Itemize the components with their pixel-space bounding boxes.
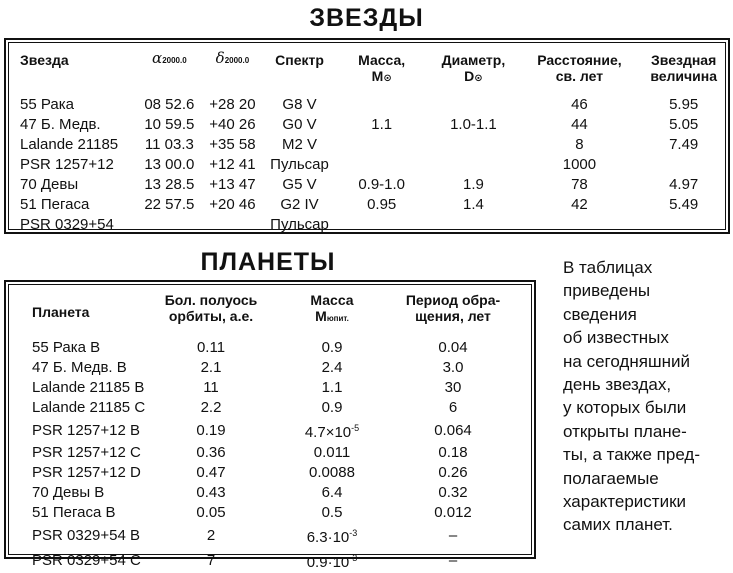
planet-name: Lalande 21185 В [32, 379, 145, 396]
star-distance: 78 [571, 176, 588, 193]
ra-epoch: 2000.0 [162, 56, 187, 65]
header-period-line2: щения, лет [415, 308, 491, 324]
star-magnitude: 5.95 [669, 96, 699, 113]
star-magnitude: 5.05 [669, 116, 699, 133]
star-spectrum: G0 V [282, 116, 317, 133]
planets-header-name [32, 292, 152, 332]
star-name: 55 Рака [20, 96, 74, 113]
star-diameter: 1.4 [462, 196, 484, 213]
note-line: у которых были [563, 398, 687, 418]
star-ra: 22 57.5 [144, 196, 195, 213]
mass-value: 0.9·10 [306, 554, 350, 571]
planet-axis: 11 [203, 379, 219, 396]
star-distance: 1000 [562, 156, 597, 173]
star-distance: 42 [571, 196, 588, 213]
header-axis-line1: Бол. полуось [164, 292, 258, 308]
planet-mass [270, 463, 394, 483]
star-diameter: 1.9 [462, 176, 484, 193]
planet-mass [270, 398, 394, 418]
planet-mass [270, 523, 394, 548]
star-diameter [427, 155, 519, 175]
mass-value: 0.0088 [309, 464, 355, 481]
header-planet-label: Планета [32, 304, 90, 320]
planet-name: PSR 0329+54 В [32, 526, 140, 544]
delta-symbol: δ [215, 49, 225, 67]
star-distance [520, 215, 640, 235]
stars-table [20, 46, 728, 235]
star-dec: +35 58 [209, 136, 256, 153]
star-ra [137, 215, 202, 235]
header-diameter-line1: Диаметр, [441, 52, 506, 68]
mass-value: 0.011 [313, 444, 351, 461]
header-axis-line2: орбиты, а.е. [168, 308, 254, 324]
planets-table [32, 292, 512, 573]
table-row [32, 378, 512, 398]
star-name: Lalande 21185 [20, 136, 119, 153]
star-spectrum: Пульсар [270, 156, 329, 173]
star-distance: 8 [575, 136, 584, 153]
table-row [20, 135, 728, 155]
planet-mass [270, 483, 394, 503]
stars-header-distance [520, 46, 640, 87]
table-row [20, 175, 728, 195]
table-row [32, 398, 512, 418]
star-mass [336, 135, 427, 155]
star-mass: 0.95 [367, 196, 397, 213]
star-diameter [427, 95, 519, 115]
table-row [32, 548, 512, 573]
planet-period: 3.0 [442, 359, 464, 376]
stars-header-diameter [427, 46, 519, 87]
note-line: на сегодняшний [563, 351, 690, 371]
planet-period: 30 [444, 379, 462, 396]
star-dec: +40 26 [209, 116, 256, 133]
stars-header-name [20, 46, 137, 87]
planet-period: 0.18 [438, 444, 468, 461]
stars-header-ra [137, 46, 202, 87]
planet-axis: 0.43 [196, 484, 226, 501]
table-row [20, 115, 728, 135]
planet-mass [270, 443, 394, 463]
header-magnitude-line2: величина [650, 68, 717, 84]
planet-name: 47 Б. Медв. В [32, 359, 127, 376]
mass-exponent: -3 [349, 528, 358, 538]
table-row [32, 418, 512, 443]
star-magnitude: 7.49 [669, 136, 699, 153]
note-line: открыты плане- [563, 421, 687, 441]
planet-period: 0.04 [438, 339, 468, 356]
stars-table-frame [4, 38, 730, 234]
mass-value: 6.4 [321, 484, 343, 501]
header-spectrum-label: Спектр [275, 52, 324, 68]
star-name: PSR 1257+12 [20, 156, 114, 173]
star-name: 47 Б. Медв. [20, 116, 101, 133]
header-magnitude-line1: Звездная [651, 52, 717, 68]
star-ra: 11 03.3 [144, 136, 194, 153]
note-line: приведены [563, 281, 651, 301]
planet-axis: 2.1 [200, 359, 222, 376]
star-dec [202, 215, 263, 235]
planet-axis: 0.19 [196, 421, 226, 439]
planet-name: Lalande 21185 С [32, 399, 146, 416]
star-spectrum: G2 IV [280, 196, 319, 213]
planet-axis: 0.47 [196, 464, 226, 481]
table-row [32, 358, 512, 378]
star-dec: +13 47 [209, 176, 256, 193]
mass-value: 1.1 [321, 379, 343, 396]
stars-title: ЗВЕЗДЫ [309, 4, 424, 32]
mass-value: 0.9 [321, 339, 343, 356]
star-spectrum: G5 V [282, 176, 317, 193]
stars-header-dec [202, 46, 263, 87]
star-magnitude: 4.97 [669, 176, 699, 193]
dec-epoch: 2000.0 [224, 56, 250, 65]
star-mass [336, 155, 427, 175]
planet-period: – [448, 526, 458, 544]
mass-value: 0.5 [321, 504, 343, 521]
planet-mass [270, 338, 394, 358]
stars-header-magnitude [639, 46, 728, 87]
planet-axis: 0.36 [196, 444, 226, 461]
star-distance: 44 [571, 116, 588, 133]
note-line: В таблицах [563, 258, 653, 277]
note-line: сведения [563, 304, 637, 324]
table-row [32, 483, 512, 503]
sun-symbol: ⊙ [474, 73, 483, 84]
planet-mass [270, 358, 394, 378]
planet-period: 0.012 [434, 504, 472, 521]
jupiter-subscript: юпит. [326, 314, 349, 323]
planet-period: 0.26 [438, 464, 468, 481]
mass-exponent: -3 [349, 553, 358, 563]
mass-value: 4.7×10 [304, 424, 352, 441]
planets-title: ПЛАНЕТЫ [200, 248, 336, 276]
planet-period: 6 [448, 399, 458, 416]
header-mass-line2: M [315, 308, 327, 324]
stars-header-spectrum [263, 46, 336, 87]
header-mass-line1: Масса [310, 292, 354, 308]
star-ra: 08 52.6 [144, 96, 195, 113]
planet-name: PSR 1257+12 С [32, 444, 141, 461]
table-row [20, 155, 728, 175]
header-diameter-line2: D [464, 68, 475, 84]
star-name: PSR 0329+54 [20, 216, 114, 233]
mass-value: 2.4 [321, 359, 343, 376]
star-mass [336, 215, 427, 235]
star-dec: +12 41 [209, 156, 256, 173]
sun-symbol: ⊙ [383, 73, 392, 84]
header-distance-line2: св. лет [555, 68, 604, 84]
planet-axis: 7 [206, 551, 216, 569]
planet-axis: 2.2 [200, 399, 222, 416]
star-distance: 46 [571, 96, 588, 113]
alpha-symbol: α [152, 49, 163, 67]
planet-mass [270, 418, 394, 443]
note-line: характеристики [563, 492, 687, 512]
star-name: 70 Девы [20, 176, 79, 193]
star-magnitude [639, 155, 728, 175]
planet-axis: 2 [206, 526, 216, 544]
star-spectrum: M2 V [282, 136, 318, 153]
planets-header-period [394, 292, 512, 332]
planet-name: 55 Рака В [32, 339, 101, 356]
planet-axis: 0.05 [196, 504, 226, 521]
planet-name: PSR 1257+12 D [32, 464, 141, 481]
planet-name: PSR 0329+54 С [32, 551, 141, 569]
star-dec: +28 20 [209, 96, 256, 113]
planet-mass [270, 503, 394, 523]
star-mass [336, 95, 427, 115]
mass-value: 0.9 [321, 399, 343, 416]
star-mass: 0.9-1.0 [358, 176, 406, 193]
header-period-line1: Период обра- [405, 292, 501, 308]
table-row [32, 443, 512, 463]
star-diameter [427, 215, 519, 235]
mass-value: 6.3·10 [306, 529, 350, 546]
star-ra: 13 28.5 [144, 176, 195, 193]
table-row [20, 95, 728, 115]
planet-period: 0.064 [434, 421, 472, 439]
star-magnitude: 5.49 [669, 196, 699, 213]
table-row [20, 215, 728, 235]
header-mass-line1: Масса, [358, 52, 406, 68]
planet-mass [270, 378, 394, 398]
star-diameter: 1.0-1.1 [450, 116, 497, 133]
stars-header-mass [336, 46, 427, 87]
table-row [32, 338, 512, 358]
star-ra: 13 00.0 [144, 156, 195, 173]
star-dec: +20 46 [209, 196, 256, 213]
note-line: самих планет. [563, 515, 673, 535]
planets-header-axis [152, 292, 270, 332]
star-magnitude [639, 215, 728, 235]
planet-name: 70 Девы В [32, 484, 105, 501]
table-row [20, 195, 728, 215]
header-name-label: Звезда [20, 52, 69, 68]
planet-period: 0.32 [438, 484, 468, 501]
note-line: ты, а также пред- [563, 445, 700, 465]
planet-axis: 0.11 [196, 339, 226, 356]
planet-name: PSR 1257+12 В [32, 421, 140, 439]
table-row [32, 523, 512, 548]
table-row [32, 503, 512, 523]
planet-mass [270, 548, 394, 573]
planet-period: – [448, 551, 458, 569]
star-diameter [427, 135, 519, 155]
header-distance-line1: Расстояние, [537, 52, 622, 68]
table-row [32, 463, 512, 483]
planets-header-mass [270, 292, 394, 332]
caption-note [563, 256, 733, 537]
star-name: 51 Пегаса [20, 196, 90, 213]
header-mass-line2: M [371, 68, 384, 84]
star-spectrum: Пульсар [270, 216, 329, 233]
mass-exponent: -5 [351, 423, 360, 433]
star-spectrum: G8 V [282, 96, 317, 113]
note-line: полагаемые [563, 468, 659, 488]
star-mass: 1.1 [371, 116, 393, 133]
note-line: об известных [563, 328, 669, 348]
planet-name: 51 Пегаса В [32, 504, 116, 521]
note-line: день звездах, [563, 375, 672, 395]
star-ra: 10 59.5 [144, 116, 195, 133]
